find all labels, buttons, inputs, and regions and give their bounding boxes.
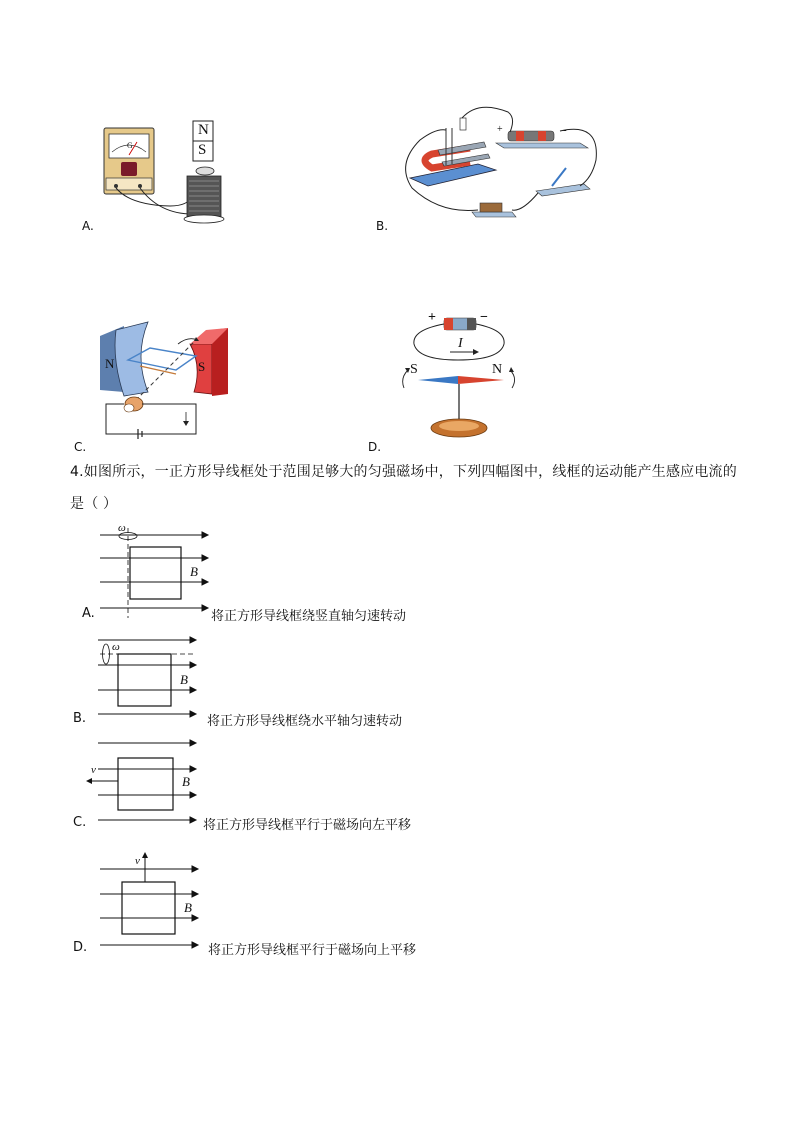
needle-south-label: S <box>410 362 418 377</box>
rail-battery-minus: - <box>563 124 567 136</box>
figure-d-label: D. <box>368 440 382 454</box>
option-c-text: 将正方形导线框平行于磁场向左平移 <box>203 818 412 833</box>
magnet-south-label: S <box>198 142 207 158</box>
option-c-velocity: v <box>91 764 96 776</box>
magnet-north-label: N <box>198 122 209 138</box>
question-4-line-2: 是（ ） <box>70 496 118 512</box>
question-4-line-1: 4.如图所示，一正方形导线框处于范围足够大的匀强磁场中，下列四幅图中，线框的运动能产生感应电流的 <box>70 464 737 480</box>
option-d-velocity: v <box>135 855 140 867</box>
option-b-omega: ω <box>112 641 120 653</box>
option-b-label: B. <box>73 711 87 726</box>
option-c-label: C. <box>73 815 87 830</box>
option-a-omega: ω <box>118 522 126 534</box>
figure-b-label: B. <box>376 219 389 233</box>
option-d-text: 将正方形导线框平行于磁场向上平移 <box>208 943 417 958</box>
option-a-field-label: B <box>190 564 198 579</box>
figure-a-label: A. <box>82 219 94 233</box>
option-b-field-label: B <box>180 672 188 687</box>
pole-south-label: S <box>198 359 206 374</box>
needle-north-label: N <box>492 362 503 377</box>
meter-letter: G <box>127 141 133 150</box>
rail-battery-plus: + <box>497 124 503 135</box>
figure-c-label: C. <box>74 440 87 454</box>
option-a-label: A. <box>82 606 95 621</box>
option-d-label: D. <box>73 940 88 955</box>
compass-battery-plus: + <box>428 310 436 325</box>
compass-battery-minus: − <box>480 310 488 325</box>
option-b-text: 将正方形导线框绕水平轴匀速转动 <box>207 714 403 729</box>
option-c-field-label: B <box>182 774 190 789</box>
option-a-text: 将正方形导线框绕竖直轴匀速转动 <box>211 609 407 624</box>
pole-north-label: N <box>105 356 115 371</box>
option-d-field-label: B <box>184 900 192 915</box>
current-label: I <box>458 336 463 351</box>
